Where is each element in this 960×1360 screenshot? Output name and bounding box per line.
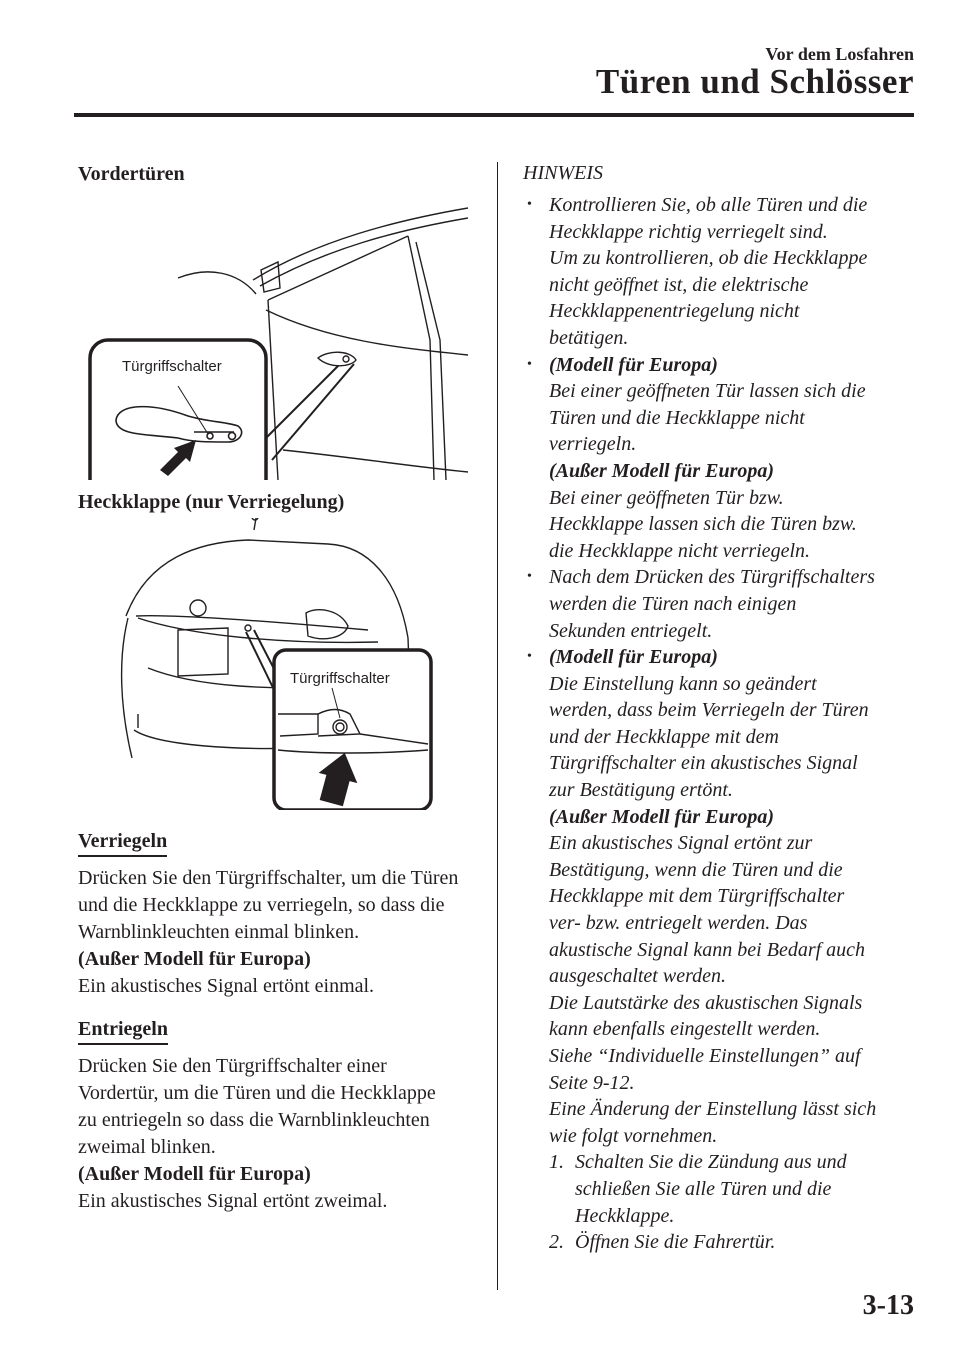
note-item	[523, 352, 923, 565]
tailgate-figure	[78, 518, 438, 810]
note-line: Heckklappenentriegelung nicht	[549, 300, 800, 323]
running-header-title: Türen und Schlösser	[595, 62, 914, 101]
tailgate-heading: Heckklappe (nur Verriegelung)	[78, 491, 345, 513]
note-line: Um zu kontrollieren, ob die Heckklappe	[549, 247, 868, 270]
note-line: Türgriffschalter ein akustisches Signal	[549, 752, 858, 775]
note-line: akustische Signal kann bei Bedarf auch	[549, 938, 866, 961]
note-line: Heckklappe mit dem Türgriffschalter	[549, 885, 845, 908]
note-line: betätigen.	[549, 326, 629, 349]
unlock-text: Drücken Sie den Türgriffschalter einer Vordertür, um die Türen und die Heckklappe zu entriegeln so dass die Warnblinkleuchten zweimal blinken.	[78, 1055, 436, 1158]
header-rule	[74, 113, 914, 117]
note-line: Siehe “Individuelle Einstellungen” auf	[549, 1045, 861, 1067]
note-line: ver- bzw. entriegelt werden. Das	[549, 912, 808, 935]
step-line: Schalten Sie die Zündung aus und	[575, 1151, 847, 1174]
note-model-label: • (Modell für Europa)	[549, 353, 718, 376]
notes-column	[523, 160, 923, 1256]
front-doors-heading: Vordertüren	[78, 163, 185, 185]
note-line: Die Einstellung kann so geändert	[549, 672, 817, 695]
note-model-label: (Außer Modell für Europa)	[549, 805, 775, 828]
step-line: Heckklappe.	[575, 1204, 675, 1227]
note-line: Bei einer geöffneten Tür bzw.	[549, 486, 784, 509]
note-line: und der Heckklappe mit dem	[549, 725, 779, 748]
note-line: werden die Türen nach einigen	[549, 592, 797, 615]
note-line: nicht geöffnet ist, die elektrische	[549, 273, 809, 296]
step-number: 2.	[549, 1231, 564, 1254]
notes-heading: HINWEIS	[523, 162, 603, 184]
page-number: 3-13	[862, 1290, 914, 1321]
note-line: • Kontrollieren Sie, ob alle Türen und die	[549, 194, 868, 216]
note-line: wie folgt vornehmen.	[549, 1124, 718, 1147]
lock-section	[78, 828, 478, 1000]
step-line: schließen Sie alle Türen und die	[575, 1177, 832, 1200]
note-item	[523, 192, 923, 352]
note-line: ausgeschaltet werden.	[549, 965, 727, 988]
note-line: Bei einer geöffneten Tür lassen sich die	[549, 380, 866, 403]
note-line: Bestätigung, wenn die Türen und die	[549, 858, 843, 881]
note-line: • Nach dem Drücken des Türgriffschalters	[549, 566, 875, 589]
note-line: Eine Änderung der Einstellung lässt sich	[549, 1098, 877, 1121]
front-door-illustration	[78, 190, 468, 480]
figure2-callout-label: Türgriffschalter	[290, 670, 390, 687]
note-line: die Heckklappe nicht verriegeln.	[549, 539, 810, 562]
tailgate-illustration	[78, 518, 438, 810]
lock-model-note: (Außer Modell für Europa)	[78, 948, 311, 970]
front-door-figure	[78, 190, 468, 480]
lock-model-text: Ein akustisches Signal ertönt einmal.	[78, 975, 375, 997]
note-line: zur Bestätigung ertönt.	[549, 779, 733, 802]
figure1-callout-label: Türgriffschalter	[122, 358, 222, 375]
note-line: Türen und die Heckklappe nicht	[549, 406, 805, 429]
note-line: Heckklappe richtig verriegelt sind.	[549, 220, 828, 243]
unlock-heading: Entriegeln	[78, 1016, 168, 1045]
step-number: 1.	[549, 1151, 564, 1174]
note-model-label: (Außer Modell für Europa)	[549, 459, 775, 482]
note-step	[549, 1229, 923, 1256]
unlock-model-text: Ein akustisches Signal ertönt zweimal.	[78, 1190, 388, 1212]
note-model-label: • (Modell für Europa)	[549, 646, 718, 669]
note-line: Seite 9-12.	[549, 1071, 635, 1094]
note-item	[523, 564, 923, 644]
note-line: verriegeln.	[549, 433, 637, 456]
note-item	[523, 644, 923, 1256]
lock-heading: Verriegeln	[78, 828, 167, 857]
left-column	[78, 160, 478, 1215]
note-line: Ein akustisches Signal ertönt zur	[549, 832, 813, 855]
note-line: Die Lautstärke des akustischen Signals	[549, 991, 863, 1014]
unlock-model-note: (Außer Modell für Europa)	[78, 1163, 311, 1185]
note-line: kann ebenfalls eingestellt werden.	[549, 1018, 821, 1041]
step-line: Öffnen Sie die Fahrertür.	[575, 1231, 776, 1254]
note-step	[549, 1149, 923, 1229]
note-line: werden, dass beim Verriegeln der Türen	[549, 699, 869, 722]
unlock-section	[78, 1016, 478, 1215]
lock-text: Drücken Sie den Türgriffschalter, um die Türen und die Heckklappe zu verriegeln, so dass die Warnblinkleuchten einmal blinken.	[78, 867, 459, 943]
column-divider	[497, 162, 498, 1290]
note-line: Sekunden entriegelt.	[549, 619, 713, 642]
notes-list	[523, 192, 923, 1256]
running-header-section: Vor dem Losfahren	[765, 44, 914, 64]
note-line: Heckklappe lassen sich die Türen bzw.	[549, 513, 857, 536]
